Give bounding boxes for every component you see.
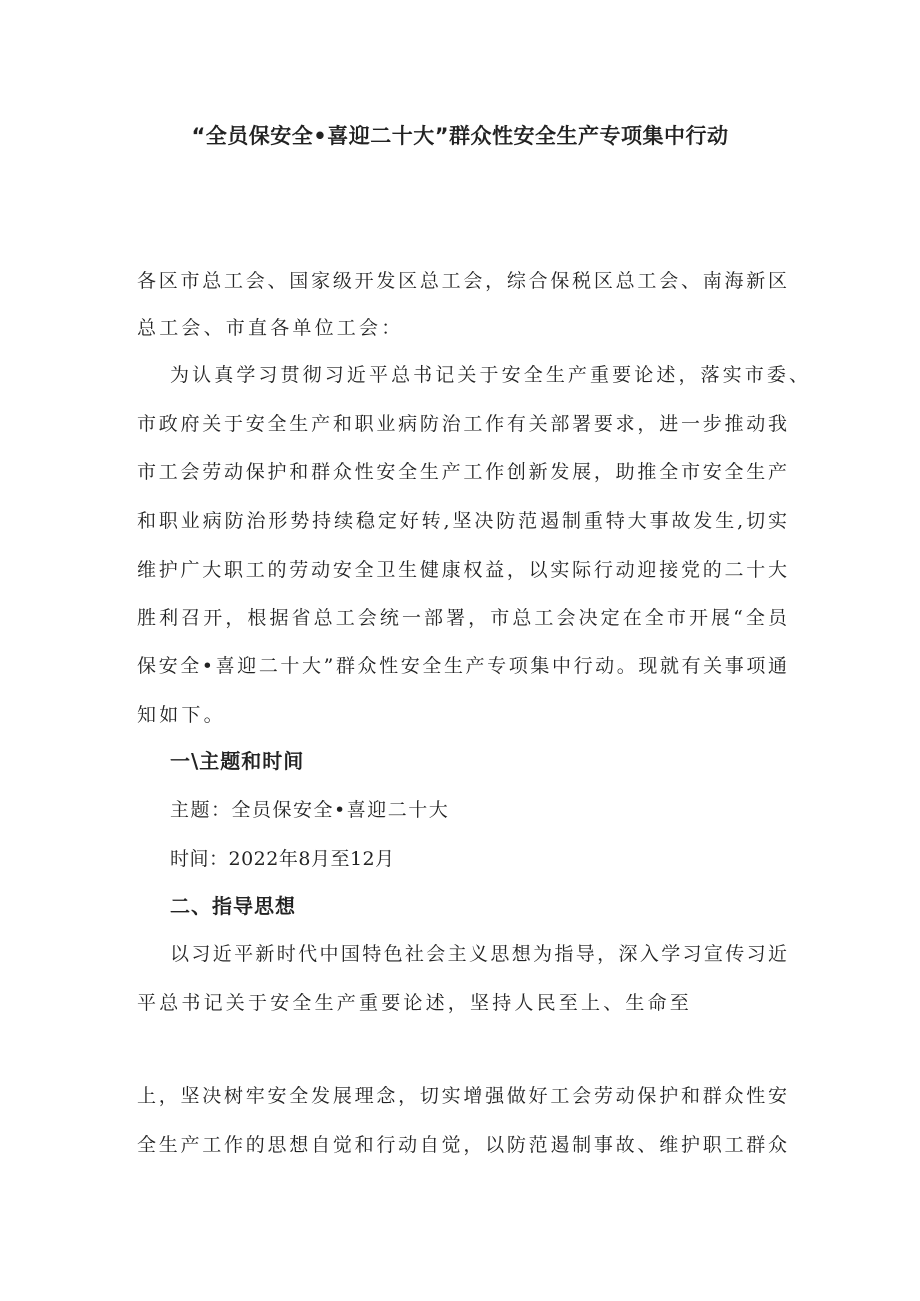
document-title: “全员保安全•喜迎二十大”群众性安全生产专项集中行动 <box>191 124 729 148</box>
section-heading: 一\主题和时间 <box>170 749 305 773</box>
paragraph-line: 维护广大职工的劳动安全卫生健康权益，以实际行动迎接党的二十大 <box>137 559 787 581</box>
paragraph-line: 以习近平新时代中国特色社会主义思想为指导，深入学习宣传习近 <box>170 943 787 965</box>
paragraph-line: 平总书记关于安全生产重要论述，坚持人民至上、生命至 <box>137 992 693 1014</box>
paragraph-line: 市政府关于安全生产和职业病防治工作有关部署要求，进一步推动我 <box>137 413 787 435</box>
paragraph-line: 全生产工作的思想自觉和行动自觉，以防范遏制事故、维护职工群众 <box>137 1134 787 1156</box>
section-heading: 二、指导思想 <box>170 894 296 918</box>
paragraph-line: 市工会劳动保护和群众性安全生产工作创新发展，助推全市安全生产 <box>137 461 787 483</box>
paragraph-line: 总工会、市直各单位工会： <box>137 317 404 339</box>
paragraph-line: 为认真学习贯彻习近平总书记关于安全生产重要论述，落实市委、 <box>170 364 808 386</box>
topic-line: 主题：全员保安全•喜迎二十大 <box>170 799 450 821</box>
time-line: 时间：2022年8月至12月 <box>170 848 395 870</box>
paragraph-line: 胜利召开，根据省总工会统一部署，市总工会决定在全市开展“全员 <box>137 607 787 629</box>
paragraph-line: 保安全•喜迎二十大”群众性安全生产专项集中行动。现就有关事项通 <box>137 655 787 677</box>
paragraph-line: 和职业病防治形势持续稳定好转,坚决防范遏制重特大事故发生,切实 <box>137 510 787 532</box>
paragraph-line: 知如下。 <box>137 704 226 726</box>
paragraph-line: 各区市总工会、国家级开发区总工会，综合保税区总工会、南海新区 <box>137 270 787 292</box>
paragraph-line: 上，坚决树牢安全发展理念，切实增强做好工会劳动保护和群众性安 <box>137 1085 787 1107</box>
